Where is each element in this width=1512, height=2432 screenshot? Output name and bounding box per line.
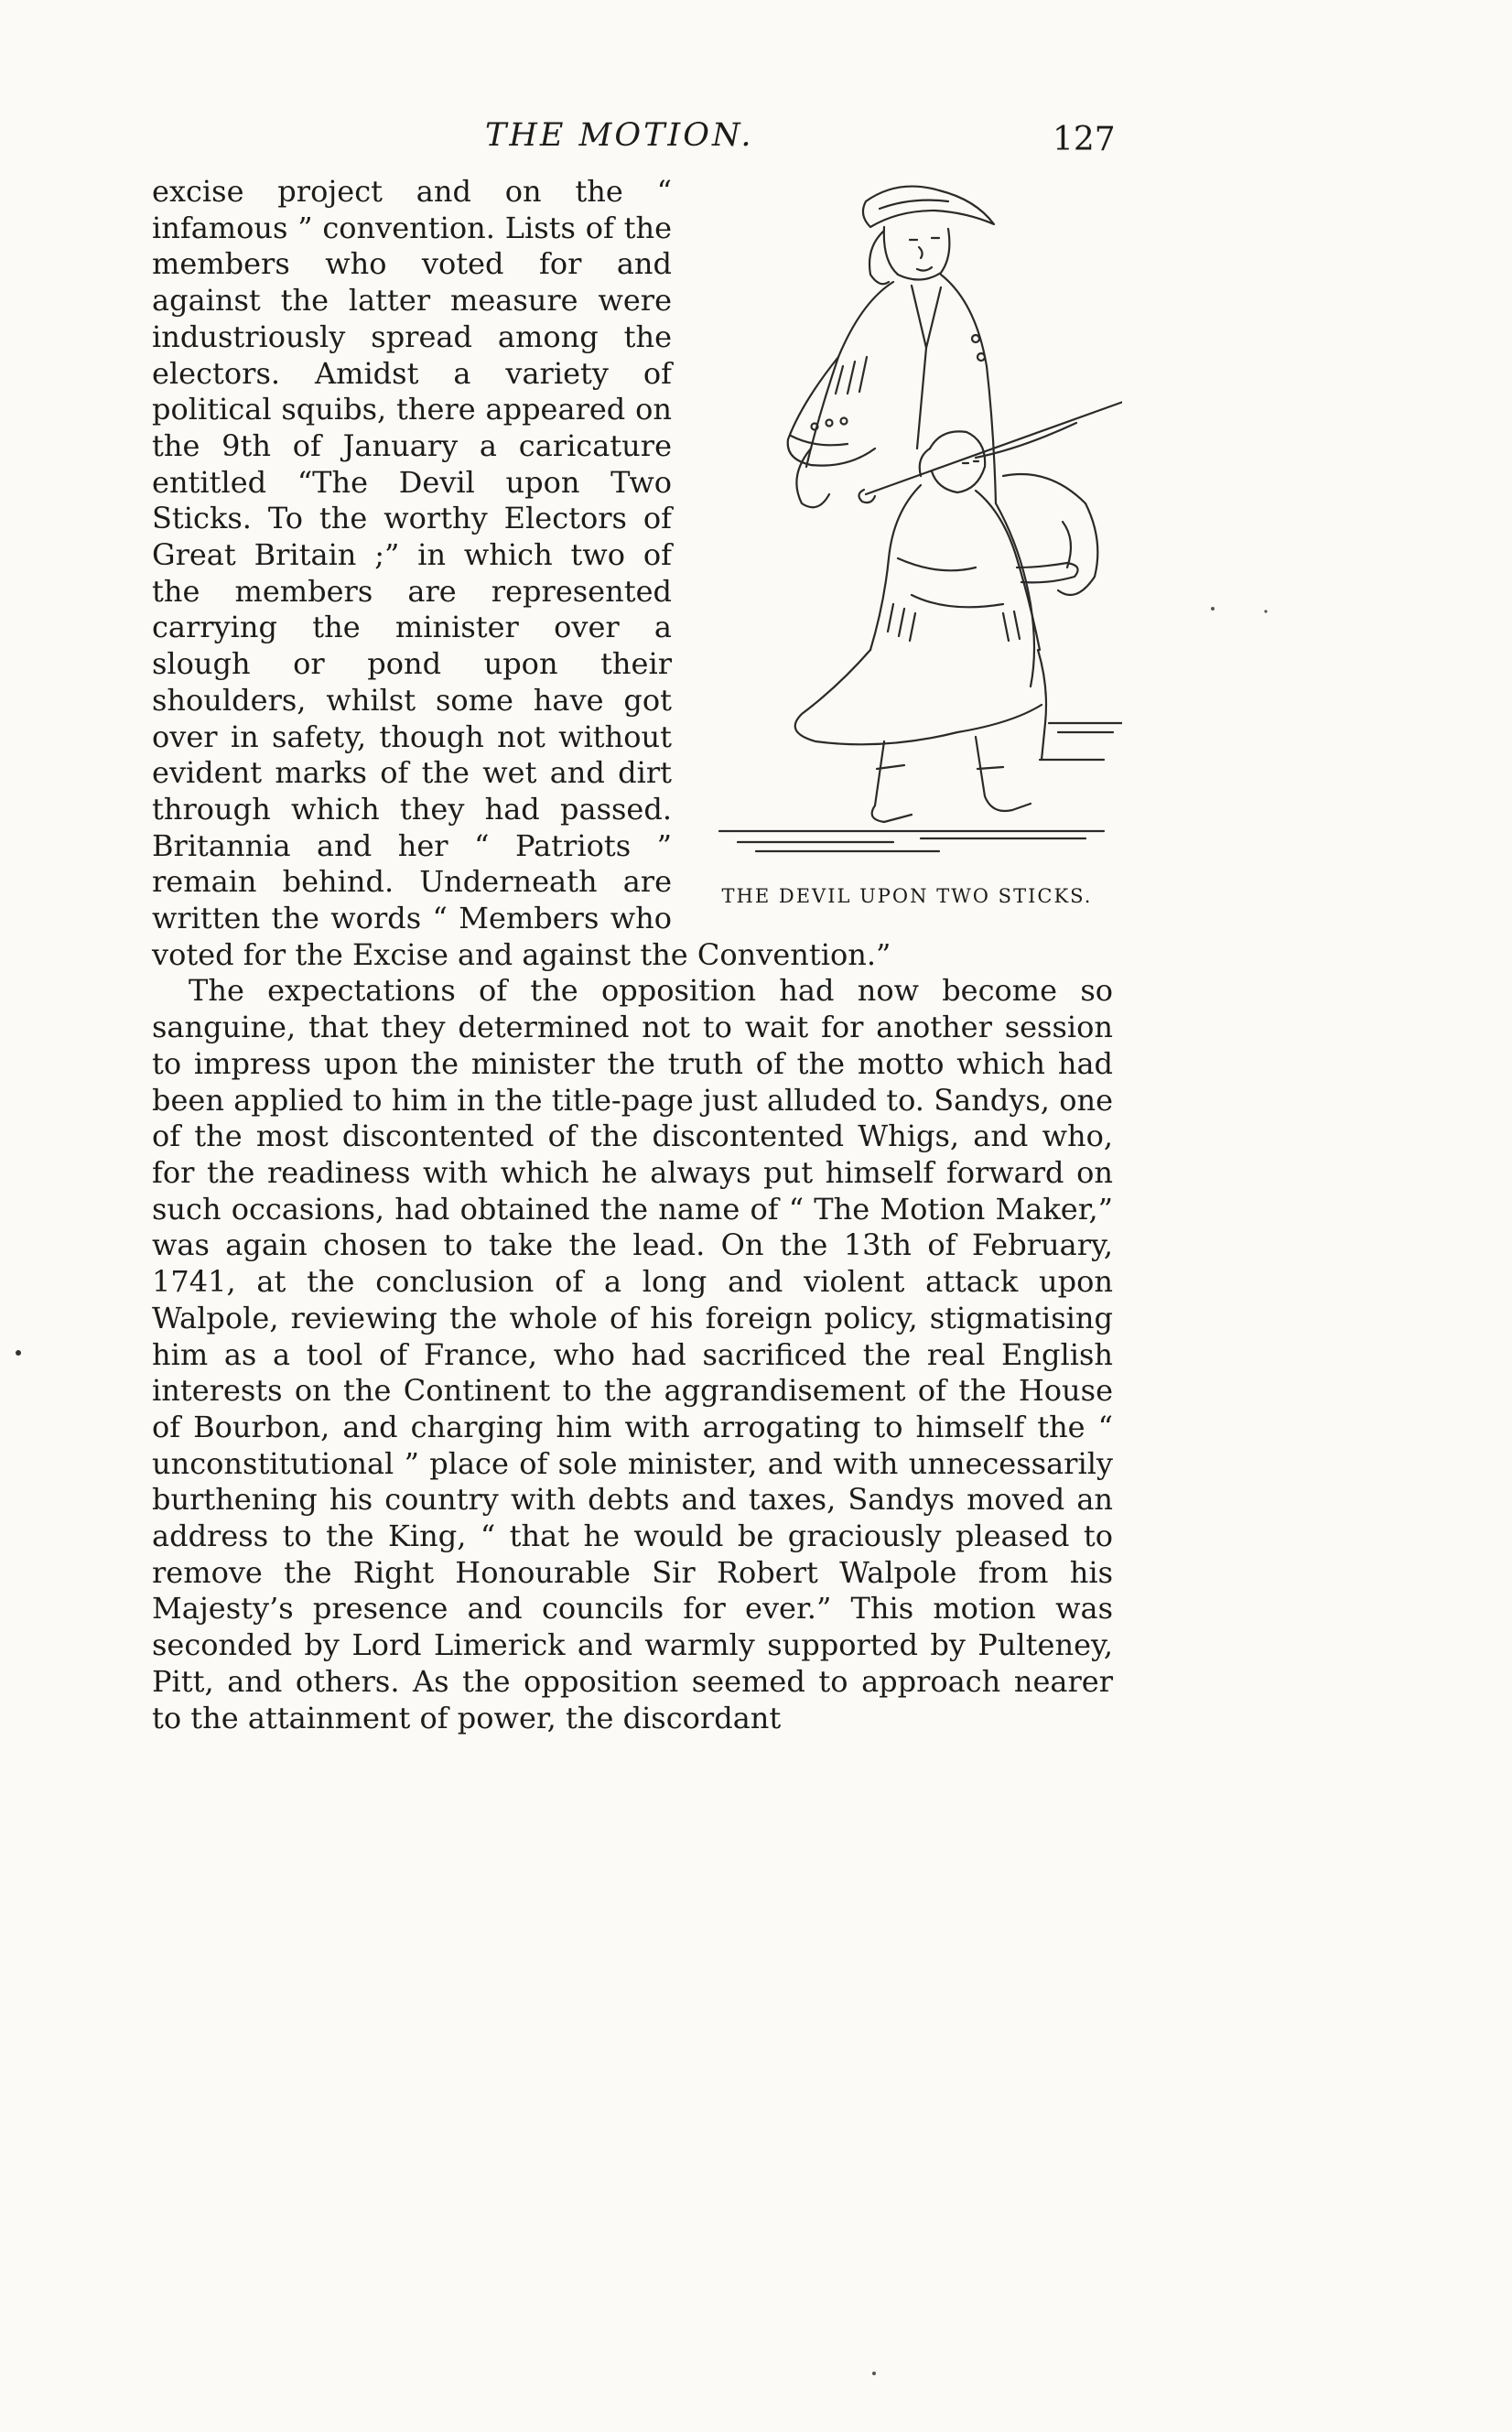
page-number: 127 xyxy=(1053,121,1116,158)
running-head xyxy=(0,117,1512,161)
paragraph-1: excise project and on the “ infamous ” convention. Lists of the members who voted for and against the latter measure were industriously spread among the electors. Amidst a variety of political squibs, there appeared on the 9th of January a caricature entitled “The Devil upon Two Sticks. To the worthy Electors of Great Britain ;” in which two of the members are represented carrying the minister over a slough or pond upon their shoulders, whilst some have got over in safety, though not without evident marks of the wet and dirt through which they had passed. Britannia and her “ Patriots ” remain behind. Underneath are written the words “ Members who voted for the Excise and against the Convention.” xyxy=(152,174,891,972)
running-title: THE MOTION. xyxy=(485,117,754,154)
figure xyxy=(692,174,1122,913)
paragraph-2: The expectations of the opposition had now become so sanguine, that they determined not to wait for another session to impress upon the minister the truth of the motto which had been applied to him in the title-page just alluded to. Sandys, one of the most discontented of the discontented Whigs, and who, for the readiness with which he always put himself forward on such occasions, had obtained the name of “ The Motion Maker,” was again chosen to take the lead. On the 13th of February, 1741, at the conclusion of a long and violent attack upon Walpole, reviewing the whole of his foreign policy, stigmatising him as a tool of France, who had sacrificed the real English interests on the Continent to the aggrandisement of the House of Bourbon, and charging him with arrogating to himself the “ unconstitutional ” place of sole minister, and with unnecessarily burthening his country with debts and taxes, Sandys moved an address to the King, “ that he would be graciously pleased to remove the Right Honourable Sir Robert Walpole from his Majesty’s presence and councils for ever.” This motion was seconded by Lord Limerick and warmly supported by Pulteney, Pitt, and others. As the opposition seemed to approach nearer to the attainment of power, the discordant xyxy=(152,973,1113,1735)
caricature-illustration xyxy=(701,174,1122,860)
figure-caption: THE DEVIL UPON TWO STICKS. xyxy=(721,885,1093,907)
body-text xyxy=(152,174,1113,1736)
